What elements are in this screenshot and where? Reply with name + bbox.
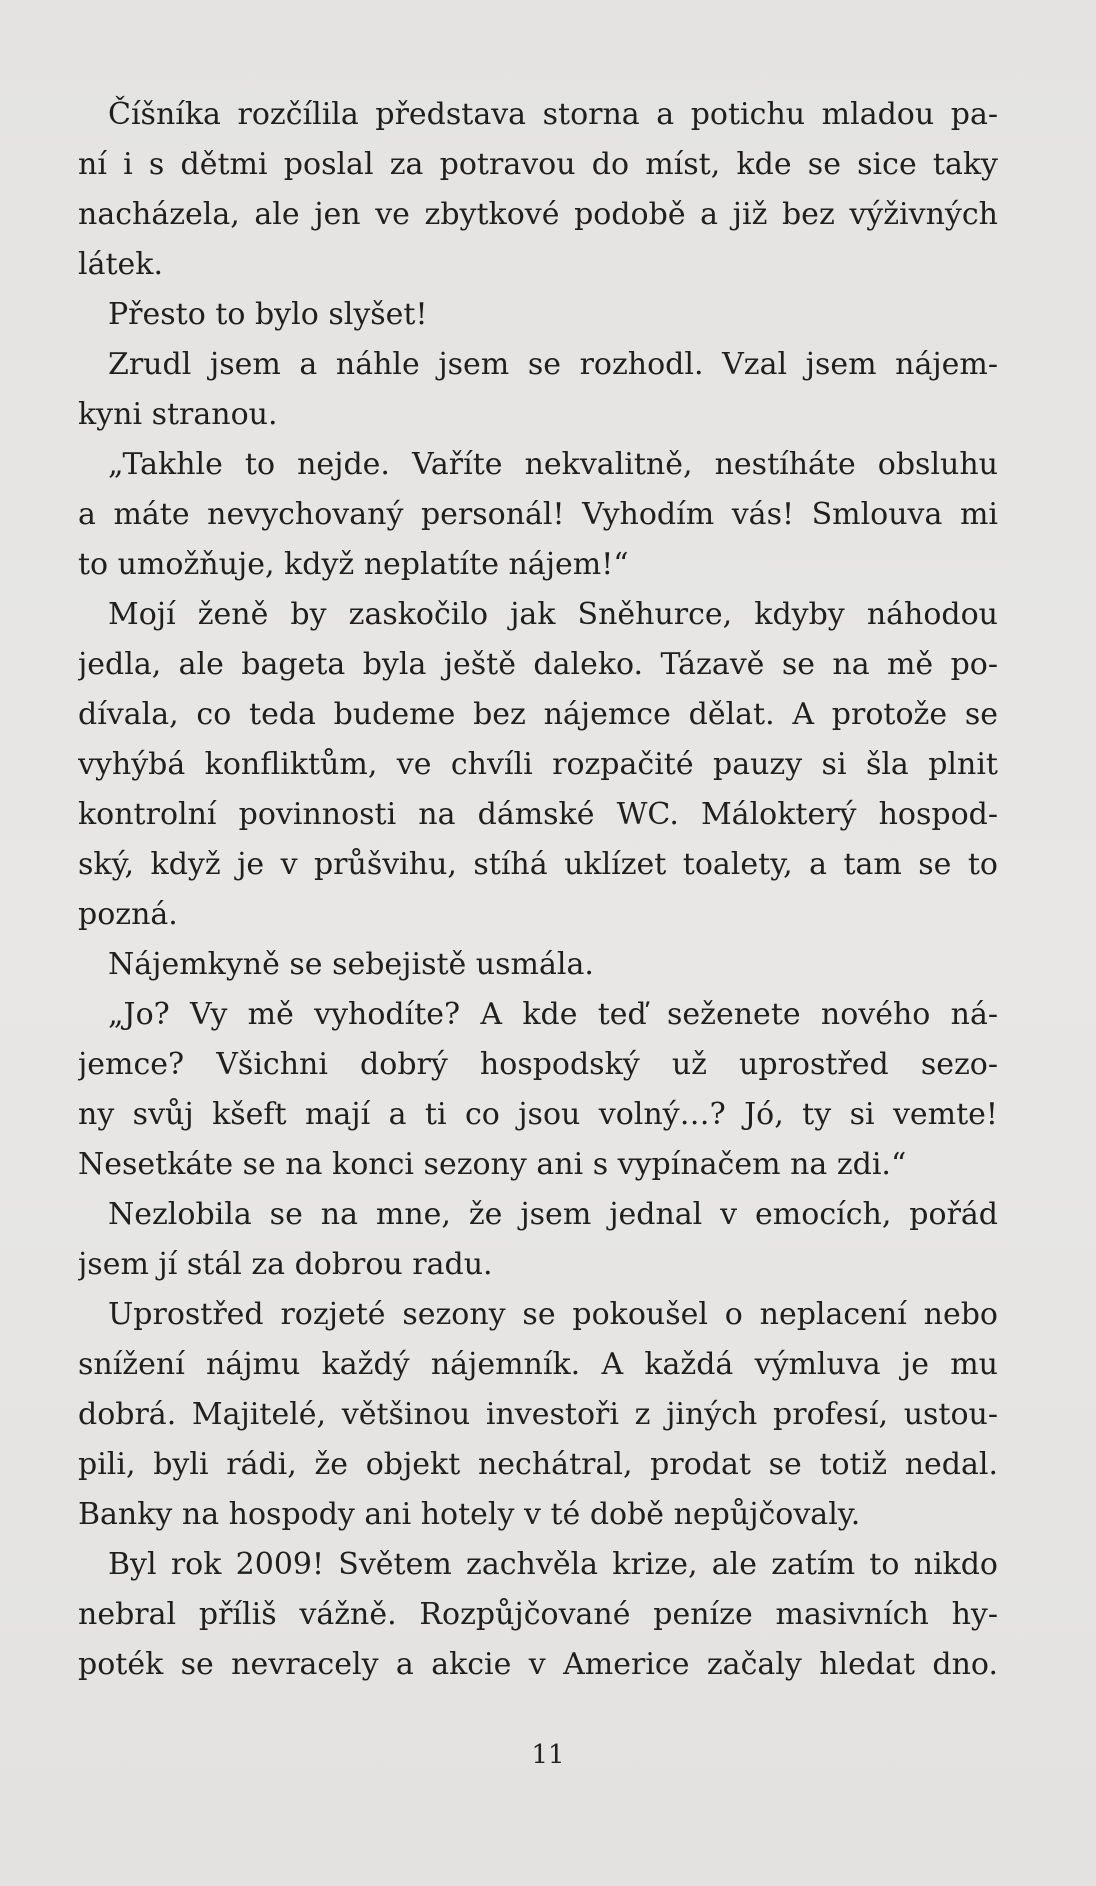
text-line: Nezlobila se na mne, že jsem jednal v emocích, pořád	[108, 1197, 998, 1232]
text-line: ní i s dětmi poslal za potravou do míst, kde se sice taky	[78, 147, 998, 182]
text-line: poték se nevracely a akcie v Americe začaly hledat dno.	[78, 1647, 998, 1682]
text-line: ny svůj kšeft mají a ti co jsou volný…? Jó, ty si vemte!	[78, 1097, 998, 1132]
text-line: Banky na hospody ani hotely v té době nepůjčovaly.	[78, 1497, 861, 1532]
text-line: jsem jí stál za dobrou radu.	[78, 1247, 493, 1282]
text-line: a máte nevychovaný personál! Vyhodím vás! Smlouva mi	[78, 497, 998, 532]
text-line: nacházela, ale jen ve zbytkové podobě a již bez výživných	[78, 197, 998, 232]
text-line: pozná.	[78, 897, 178, 932]
text-line: Nájemkyně se sebejistě usmála.	[108, 947, 594, 982]
text-line: pili, byli rádi, že objekt nechátral, prodat se totiž nedal.	[78, 1447, 998, 1482]
text-line: Byl rok 2009! Světem zachvěla krize, ale zatím to nikdo	[108, 1547, 998, 1582]
text-line: jemce? Všichni dobrý hospodský už uprostřed sezo-	[78, 1047, 998, 1082]
text-line: kyni stranou.	[78, 397, 278, 432]
text-line: Číšníka rozčílila představa storna a potichu mladou pa-	[108, 97, 998, 132]
text-line: jedla, ale bageta byla ještě daleko. Tázavě se na mě po-	[78, 647, 998, 682]
text-line: snížení nájmu každý nájemník. A každá výmluva je mu	[78, 1347, 998, 1382]
text-line: Uprostřed rozjeté sezony se pokoušel o neplacení nebo	[108, 1297, 998, 1332]
text-line: dívala, co teda budeme bez nájemce dělat. A protože se	[78, 697, 998, 732]
text-line: látek.	[78, 247, 164, 282]
body-text	[78, 90, 998, 1690]
page-number: 11	[531, 1740, 565, 1770]
text-line: to umožňuje, když neplatíte nájem!“	[78, 547, 629, 582]
text-line: dobrá. Majitelé, většinou investoři z jiných profesí, ustou-	[78, 1397, 998, 1432]
text-line: nebral příliš vážně. Rozpůjčované peníze masivních hy-	[78, 1597, 998, 1632]
text-line: Zrudl jsem a náhle jsem se rozhodl. Vzal jsem nájem-	[108, 347, 998, 382]
text-line: ský, když je v průšvihu, stíhá uklízet toalety, a tam se to	[78, 847, 998, 882]
text-line: vyhýbá konfliktům, ve chvíli rozpačité pauzy si šla plnit	[78, 747, 998, 782]
text-line: Nesetkáte se na konci sezony ani s vypínačem na zdi.“	[78, 1147, 907, 1182]
text-line: „Takhle to nejde. Vaříte nekvalitně, nestíháte obsluhu	[108, 447, 998, 482]
text-line: Mojí ženě by zaskočilo jak Sněhurce, kdyby náhodou	[108, 597, 998, 632]
text-line: Přesto to bylo slyšet!	[108, 297, 428, 332]
text-line: kontrolní povinnosti na dámské WC. Málokterý hospod-	[78, 797, 998, 832]
text-line: „Jo? Vy mě vyhodíte? A kde teď seženete nového ná-	[108, 997, 998, 1032]
